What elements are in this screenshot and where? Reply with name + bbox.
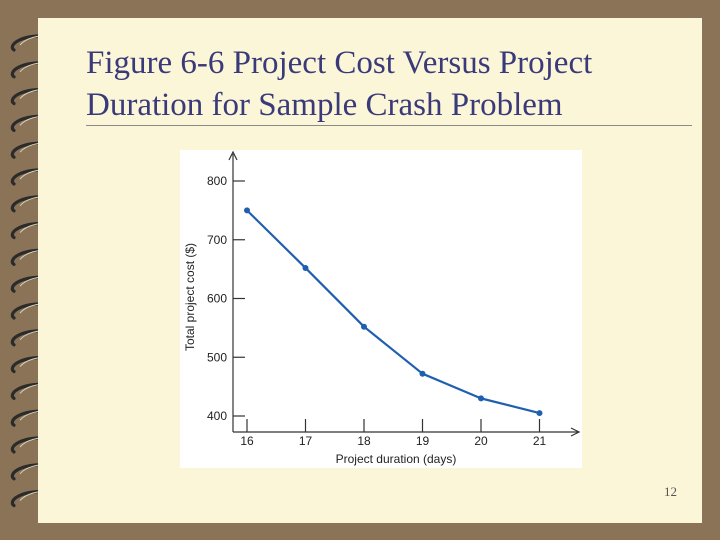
x-tick-label: 19 (415, 434, 430, 448)
chart-series (244, 207, 543, 416)
data-point (420, 371, 426, 377)
cost-duration-chart (180, 150, 582, 468)
y-tick-label: 600 (206, 291, 227, 306)
data-point (478, 395, 484, 401)
data-point (244, 207, 250, 213)
y-tick-label: 800 (206, 174, 227, 188)
x-axis-label: Project duration (days) (335, 452, 457, 466)
x-tick-label: 18 (357, 434, 371, 448)
slide-title: Figure 6-6 Project Cost Versus Project Duration for Sample Crash Problem (86, 45, 593, 123)
data-point (303, 265, 309, 271)
page-number: 12 (664, 484, 677, 499)
title-divider (86, 125, 692, 126)
x-tick-label: 21 (532, 434, 547, 448)
x-tick-label: 17 (298, 434, 313, 448)
y-tick-label: 500 (206, 350, 227, 365)
chart-axes (229, 152, 579, 436)
data-point (361, 324, 367, 330)
y-axis-label: Total project cost ($) (183, 242, 197, 352)
x-tick-label: 16 (240, 434, 254, 448)
y-ticks (207, 174, 245, 423)
x-tick-label: 20 (474, 434, 488, 448)
x-ticks (240, 419, 546, 448)
chart-container (180, 150, 582, 468)
data-point (537, 410, 543, 416)
series-line (247, 210, 540, 413)
y-tick-label: 400 (206, 409, 227, 423)
y-tick-label: 700 (206, 232, 227, 247)
